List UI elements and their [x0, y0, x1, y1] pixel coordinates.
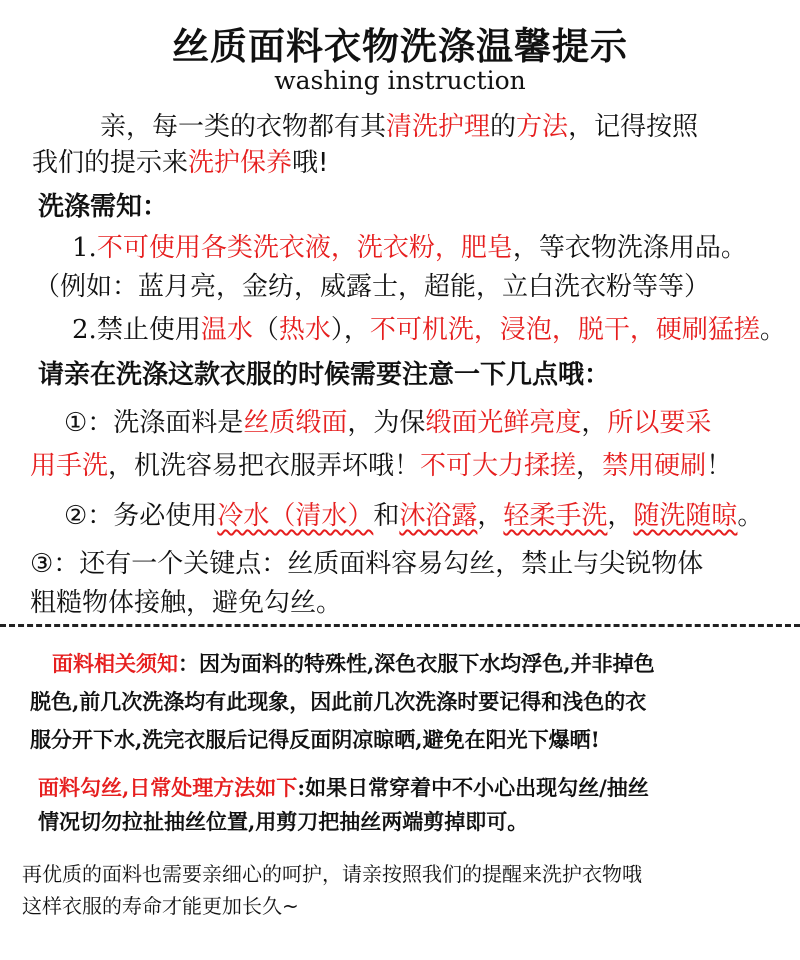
- item-highlight: 热水: [278, 315, 331, 345]
- point-text: ，为保: [347, 408, 426, 438]
- point-highlight: 缎面光鲜亮度: [425, 408, 582, 438]
- fabric-note-line-3: 服分开下水,洗完衣服后记得反面阴凉晾晒,避免在阳光下爆晒!: [30, 727, 600, 752]
- closing-line-1: 再优质的面料也需要亲细心的呵护，请亲按照我们的提醒来洗护衣物哦: [22, 862, 642, 886]
- point-text: 。: [737, 501, 764, 531]
- point-text: ①：洗涤面料是: [64, 408, 244, 438]
- intro-highlight: 清洗护理: [386, 112, 491, 142]
- item-text: 。: [759, 315, 786, 345]
- point-highlight: 轻柔手洗: [503, 501, 608, 531]
- item-highlight: 不可使用各类洗衣液，洗衣粉，肥皂: [96, 233, 513, 263]
- point-highlight: 丝质缎面: [243, 408, 348, 438]
- page-title: 丝质面料衣物洗涤温馨提示: [172, 24, 628, 68]
- intro-text: 哦!: [292, 148, 329, 178]
- point-text: ②：务必使用: [64, 501, 218, 531]
- point-highlight: 冷水（清水）: [217, 501, 374, 531]
- snag-note-label: 面料勾丝,日常处理方法如下: [38, 775, 298, 800]
- snag-note-line-1: [38, 772, 649, 802]
- point-highlight: 用手洗: [30, 451, 109, 481]
- snag-note-text: :如果日常穿着中不小心出现勾丝/抽丝: [297, 775, 649, 800]
- dashed-divider: [0, 624, 800, 627]
- point-text: ，: [581, 408, 608, 438]
- point-text: ，: [477, 501, 504, 531]
- item-highlight: 温水: [200, 315, 253, 345]
- intro-text: 的: [490, 112, 517, 142]
- intro-line-1: [100, 106, 698, 143]
- item-number: 2.: [72, 315, 97, 345]
- point-2-line: [64, 495, 763, 532]
- section-heading-washing: 洗涤需知：: [38, 192, 169, 222]
- washing-item-1-example: （例如：蓝月亮，金纺，威露士，超能，立白洗衣粉等等）: [34, 272, 711, 302]
- fabric-note-label: 面料相关须知: [52, 651, 178, 676]
- intro-highlight: 洗护保养: [188, 148, 293, 178]
- point-text: ，: [576, 451, 603, 481]
- point-text: ，机洗容易把衣服弄坏哦！: [108, 451, 421, 481]
- fabric-note-line-1: [52, 648, 655, 678]
- item-text: ），: [330, 315, 370, 345]
- section-heading-attention: 请亲在洗涤这款衣服的时候需要注意一下几点哦：: [38, 360, 611, 390]
- intro-text: ，记得按照: [568, 112, 699, 142]
- point-highlight: 沐浴露: [399, 501, 478, 531]
- intro-text: 亲，每一类的衣物都有其: [100, 112, 387, 142]
- fabric-note-line-2: 脱色,前几次洗涤均有此现象，因此前几次洗涤时要记得和浅色的衣: [30, 689, 647, 714]
- fabric-note-text: ：因为面料的特殊性,深色衣服下水均浮色,并非掉色: [178, 651, 655, 676]
- washing-item-1: [72, 227, 747, 264]
- washing-item-2: [72, 309, 786, 346]
- point-1-line-1: [64, 402, 711, 439]
- point-3-line-1: ③：还有一个关键点：丝质面料容易勾丝，禁止与尖锐物体: [30, 549, 704, 579]
- point-highlight: 所以要采: [607, 408, 712, 438]
- page-subtitle: washing instruction: [274, 66, 526, 95]
- point-highlight: 不可大力揉搓: [420, 451, 577, 481]
- item-text: ，等衣物洗涤用品。: [512, 233, 747, 263]
- closing-line-2: 这样衣服的寿命才能更加长久~: [22, 894, 299, 918]
- intro-highlight: 方法: [516, 112, 569, 142]
- item-text: （: [252, 315, 279, 345]
- item-text: 禁止使用: [96, 315, 201, 345]
- point-1-line-2: [30, 445, 732, 482]
- point-text: 和: [373, 501, 400, 531]
- point-text: ！: [706, 451, 733, 481]
- point-text: ，: [607, 501, 634, 531]
- item-highlight: 不可机洗，浸泡，脱干，硬刷猛搓: [369, 315, 760, 345]
- intro-text: 我们的提示来: [32, 148, 189, 178]
- item-number: 1.: [72, 233, 97, 263]
- intro-line-2: [32, 142, 328, 179]
- point-highlight: 随洗随晾: [633, 501, 738, 531]
- snag-note-line-2: 情况切勿拉扯抽丝位置,用剪刀把抽丝两端剪掉即可。: [38, 809, 529, 834]
- point-highlight: 禁用硬刷: [602, 451, 707, 481]
- point-3-line-2: 粗糙物体接触，避免勾丝。: [30, 588, 343, 618]
